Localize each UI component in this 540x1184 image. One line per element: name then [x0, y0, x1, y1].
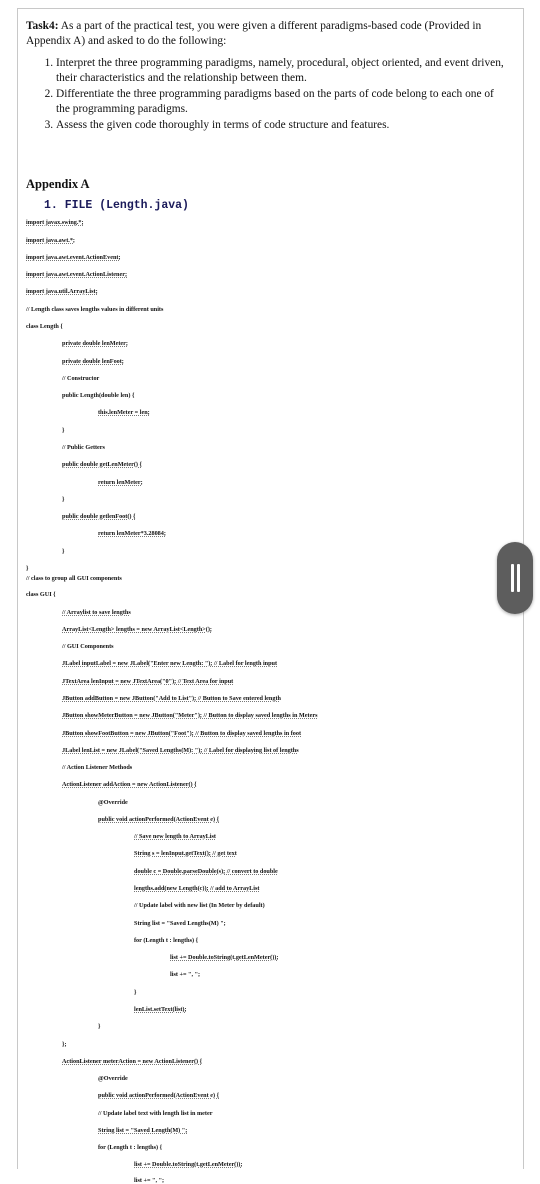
code-comment: // Update label text with length list in meter — [98, 1110, 213, 1117]
code-line: String list = "Saved Length(M) "; — [98, 1127, 188, 1134]
file-heading: 1. FILE (Length.java) — [44, 199, 189, 212]
code-line: public void actionPerformed(ActionEvent e) { — [98, 816, 220, 823]
code-brace: } — [26, 565, 29, 572]
code-comment: // Constructor — [62, 375, 100, 382]
code-line: for (Length t : lengths) { — [134, 937, 199, 944]
code-comment: // Save new length to ArrayList — [134, 833, 216, 840]
task-intro — [26, 19, 506, 49]
code-line: list += Double.toString(t.getLenMeter()); — [170, 954, 279, 961]
code-line: JTextArea lenInput = new JTextArea("0"); // Text Area for input — [62, 678, 234, 685]
code-line: class GUI { — [26, 591, 56, 598]
code-line: public void actionPerformed(ActionEvent e) { — [98, 1092, 220, 1099]
grip-line-icon — [511, 564, 514, 592]
task-item: 1. Interpret the three programming paradigms, namely, procedural, object oriented, and event driven, their characteristics and the relationship between them. — [56, 56, 506, 86]
code-line: ArrayList<Length> lengths = new ArrayList<Length>(); — [62, 626, 212, 633]
code-comment: // class to group all GUI components — [26, 575, 122, 582]
task-label: Task4: — [26, 20, 59, 32]
code-line: public Length(double len) { — [62, 392, 135, 399]
code-brace: } — [134, 989, 137, 996]
code-line: import javax.swing.*; — [26, 219, 84, 226]
code-line: ActionListener meterAction = new ActionListener() { — [62, 1058, 203, 1065]
code-line: lenList.setText(list); — [134, 1006, 187, 1013]
code-line: this.lenMeter = len; — [98, 409, 150, 416]
code-line: private double lenMeter; — [62, 340, 128, 347]
task-section — [26, 19, 506, 134]
task-intro-text: As a part of the practical test, you were given a different paradigms-based code (Provided in Appendix A) and asked to do the following: — [26, 20, 482, 47]
code-line: list += Double.toString(t.getLenMeter()); — [134, 1161, 243, 1168]
code-line: list += ", "; — [170, 971, 201, 978]
code-line: class Length { — [26, 323, 63, 330]
appendix-title: Appendix A — [26, 177, 90, 191]
code-comment: // GUI Components — [62, 643, 114, 650]
code-line: public double getLenMeter() { — [62, 461, 142, 468]
code-brace: }; — [62, 1041, 67, 1048]
code-comment: // Public Getters — [62, 444, 105, 451]
code-line: lengths.add(new Length(c)); // add to ArrayList — [134, 885, 260, 892]
scrollbar-handle[interactable] — [497, 542, 533, 614]
code-line: JButton showMeterButton = new JButton("Meter"); // Button to display saved lengths in Meters — [62, 712, 318, 719]
code-comment: // Length class saves lengths values in different units — [26, 306, 164, 313]
code-brace: } — [62, 496, 65, 503]
code-comment: // Update label with new list (In Meter by default) — [134, 902, 265, 909]
code-line: import java.awt.event.ActionEvent; — [26, 254, 121, 261]
code-line: public double getlenFoot() { — [62, 513, 136, 520]
document-page — [17, 8, 524, 1184]
code-comment: // Arraylist to save lengths — [62, 609, 131, 616]
code-line: double c = Double.parseDouble(s); // convert to double — [134, 868, 278, 875]
code-annotation: @Override — [98, 1075, 128, 1082]
code-brace: } — [98, 1023, 101, 1030]
grip-line-icon — [517, 564, 520, 592]
code-line: JButton showFootButton = new JButton("Foot"); // Button to display saved lengths in foot — [62, 730, 302, 737]
code-line: list += ", "; — [134, 1177, 165, 1184]
task-item: 2. Differentiate the three programming paradigms based on the parts of code belong to each one of the programming paradigms. — [56, 87, 506, 117]
code-line: JLabel inputLabel = new JLabel("Enter new Length: "); // Label for length input — [62, 660, 278, 667]
code-comment: // Action Listener Methods — [62, 764, 133, 771]
code-annotation: @Override — [98, 799, 128, 806]
code-brace: } — [62, 427, 65, 434]
code-line: private double lenFoot; — [62, 358, 124, 365]
task-list — [26, 56, 506, 133]
code-brace: } — [62, 548, 65, 555]
code-line: JLabel lenList = new JLabel("Saved Lengths(M): "); // Label for displaying list of lengths — [62, 747, 299, 754]
code-line: JButton addButton = new JButton("Add to List"); // Button to Save entered length — [62, 695, 281, 702]
code-line: String list = "Saved Lengths(M) "; — [134, 920, 226, 927]
code-line: import java.awt.*; — [26, 237, 75, 244]
code-line: return lenMeter; — [98, 479, 143, 486]
code-line: for (Length t : lengths) { — [98, 1144, 163, 1151]
code-line: String s = lenInput.getText(); // get text — [134, 850, 237, 857]
code-line: import java.util.ArrayList; — [26, 288, 98, 295]
code-line: import java.awt.event.ActionListener; — [26, 271, 128, 278]
task-item: 3. Assess the given code thoroughly in terms of code structure and features. — [56, 118, 506, 133]
code-line: return lenMeter*3.28084; — [98, 530, 166, 537]
code-line: ActionListener addAction = new ActionListener() { — [62, 781, 197, 788]
